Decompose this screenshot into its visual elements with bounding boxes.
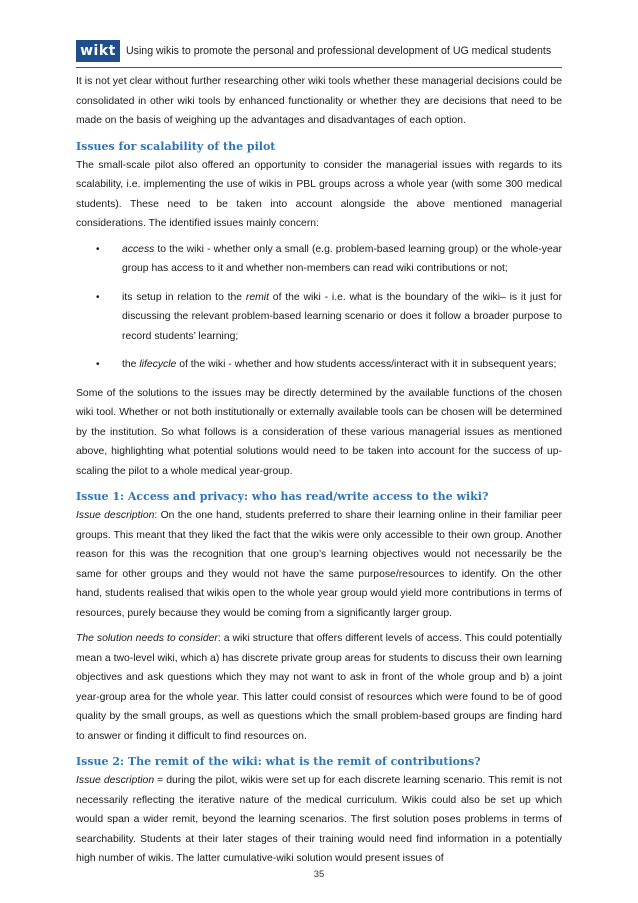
scalability-paragraph-1: The small-scale pilot also offered an opportunity to consider the managerial issues with regards to its scalability, i.e. implementing the use of wikis in PBL groups across a whole year (with some 300 medical students). These need to be taken into account alongside the above mentioned managerial considerations. The identified issues mainly concern: (76, 159, 562, 229)
intro-paragraph: It is not yet clear without further researching other wiki tools whether these managerial decisions could be consolidated in other wiki tools by enhanced functionality or whether they are decisions that need to be made on the basis of weighing up the advantages and disadvantages of each option. (76, 76, 562, 126)
section-heading-issue-1: Issue 1: Access and privacy: who has read/write access to the wiki? (76, 490, 489, 503)
issues-list (76, 240, 562, 375)
issue-1-solution: The solution needs to consider: a wiki structure that offers different levels of access. This could potentially mean a two-level wiki, which a) has discrete private group areas for students to discuss their own learning objectives and ask questions which they may not want to ask in front of the whole group and b) a joint year-group area for the whole year. This latter could consist of resources which were found to be of good quality by the small groups, as well as questions which the small problem-based groups are finding hard to answer or finding it difficult to find resources on. (76, 633, 562, 742)
logo-text: wikt (80, 43, 116, 59)
list-item: • its setup in relation to the remit of the wiki - i.e. what is the boundary of the wiki– is it just for discussing the relevant problem-based learning scenario or does it follow a broader purpose to record students’ learning; (76, 288, 562, 347)
wikt-logo (76, 40, 120, 62)
bullet-icon: • (96, 243, 100, 255)
header-divider (76, 67, 562, 68)
list-item: • access to the wiki - whether only a small (e.g. problem-based learning group) or the whole-year group has access to it and whether non-members can read wiki contributions or not; (76, 240, 562, 279)
bullet-icon: • (96, 291, 100, 303)
bullet-icon: • (96, 359, 100, 370)
page-header (76, 36, 562, 66)
page-number: 35 (313, 869, 325, 880)
issue-1-description: Issue description: On the one hand, students preferred to share their learning online in their familiar peer groups. This meant that they liked the fact that the wikis were only accessible to their own group. Another reason for this was the recognition that one group’s learning objectives would not necessarily be the same for other groups and they would not have the same purpose/resources to identify. On the other hand, students realised that wikis open to the whole year group would yield more contributions in terms of resources, purely because they would be coming from a significantly larger group. (76, 510, 562, 619)
header-title: Using wikis to promote the personal and professional development of UG medical students (126, 45, 552, 57)
section-heading-scalability: Issues for scalability of the pilot (76, 139, 276, 153)
section-heading-issue-2: Issue 2: The remit of the wiki: what is the remit of contributions? (76, 755, 481, 768)
scalability-paragraph-2: Some of the solutions to the issues may be directly determined by the available functions of the chosen wiki tool. Whether or not both institutionally or externally available tools can be chosen will be determined by the institution. So what follows is a consideration of these various managerial issues as mentioned above, highlighting what potential solutions would need to be taken into account for the success of up-scaling the pilot to a whole medical year-group. (76, 387, 562, 477)
issue-2-description: Issue description = during the pilot, wikis were set up for each discrete learning scenario. This remit is not necessarily reflecting the iterative nature of the medical curriculum. Wikis could also be set up which would span a wider remit, beyond the learning scenarios. The first solution poses problems in terms of searchability. Students at their later stages of their training would need find information in a potentially high number of wikis. The latter cumulative-wiki solution would present issues of (76, 775, 562, 864)
document-body (76, 72, 562, 869)
list-item: • the lifecycle of the wiki - whether and how students access/interact with it in subsequent years; (76, 355, 562, 375)
